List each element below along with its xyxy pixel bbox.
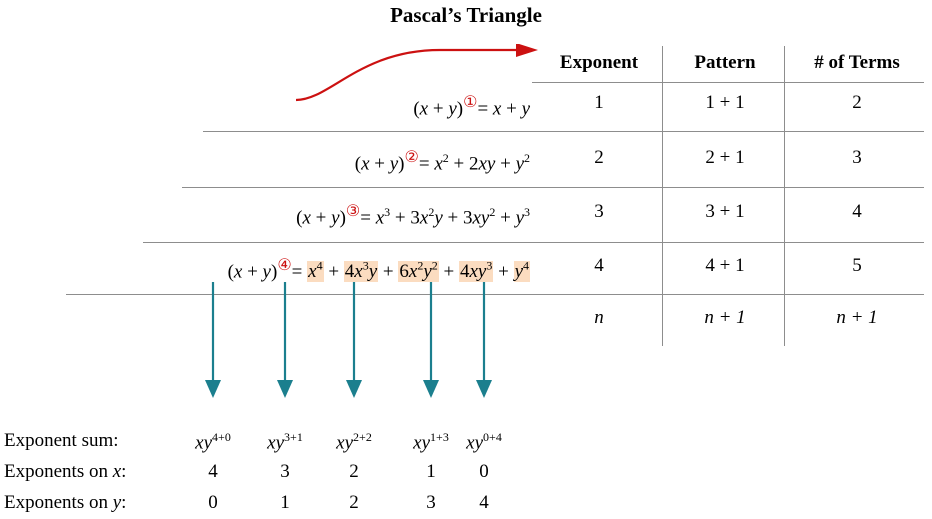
term-arrow-icon-3 xyxy=(343,282,365,400)
exponent-sum-4: $xy^{1+3}$ xyxy=(413,430,449,454)
cell-exponent-n: n xyxy=(594,307,604,328)
exponent-x-1: 4 xyxy=(208,461,218,482)
exponent-sum-2: $xy^{3+1}$ xyxy=(267,430,303,454)
exponent-y-2: 1 xyxy=(280,492,290,513)
cell-exponent-3: 3 xyxy=(594,201,604,222)
circled-exponent-1: ① xyxy=(463,94,478,111)
figure-title: Pascal’s Triangle xyxy=(390,3,542,27)
cell-exponent-2: 2 xyxy=(594,147,604,168)
exponent-sum-3: $xy^{2+2}$ xyxy=(336,430,372,454)
label-exponent-sum: Exponent sum: xyxy=(4,430,119,451)
term-highlight-2: $4x^3y$ xyxy=(344,259,378,283)
term-arrow-icon-4 xyxy=(420,282,442,400)
vertical-divider-2 xyxy=(784,46,785,346)
cell-terms-4: 5 xyxy=(852,255,862,276)
cell-pattern-2: 2 + 1 xyxy=(705,147,745,168)
exponent-y-5: 4 xyxy=(479,492,489,513)
term-arrow-icon-2 xyxy=(274,282,296,400)
column-header-terms: # of Terms xyxy=(814,52,900,73)
cell-terms-1: 2 xyxy=(852,92,862,113)
exponent-x-4: 1 xyxy=(426,461,436,482)
label-exponents-on-x: Exponents on x: xyxy=(4,461,127,482)
cell-terms-2: 3 xyxy=(852,147,862,168)
circled-exponent-3: ③ xyxy=(345,203,361,220)
cell-terms-n: n + 1 xyxy=(836,307,878,328)
term-highlight-3: $6x^2y^2$ xyxy=(399,259,438,283)
cell-pattern-4: 4 + 1 xyxy=(705,255,745,276)
term-arrow-icon-5 xyxy=(473,282,495,400)
header-underline xyxy=(532,82,924,83)
cell-pattern-3: 3 + 1 xyxy=(705,201,745,222)
cell-exponent-4: 4 xyxy=(594,255,604,276)
exponent-x-2: 3 xyxy=(280,461,290,482)
pascals-triangle-figure: Pascal’s Triangle Exponent Pattern # of Terms (x + y)①= x + y 1 1 + 1 2 $(x + y)^②= x^2 + 2xy + y^2$ 2 2 + 1 3 $(x + y)^③= x^3 + 3x^2y + 3xy^2 + y^3$ 3 3 + 1 4 $(x + y)^④= x^4 + 4x^3y + 6x^2y^2 + 4xy^3 + y^4$ 4 4 + 1 5 n n + 1 n + 1 Exponent sum: Exponents on x: Exponents on y: $xy^{4+0}$ $xy^{3+1}$ $xy^{2+2}$ $xy^{1+3}$ $xy^{0+4}$ 4 3 2 1 0 0 1 2 3 4 xyxy=(0,0,932,519)
term-highlight-4: $4xy^3$ xyxy=(459,259,493,283)
cell-pattern-1: 1 + 1 xyxy=(705,92,745,113)
exponent-y-4: 3 xyxy=(426,492,436,513)
exponent-y-3: 2 xyxy=(349,492,359,513)
exponent-sum-1: $xy^{4+0}$ xyxy=(195,430,231,454)
cell-exponent-1: 1 xyxy=(594,92,604,113)
vertical-divider-1 xyxy=(662,46,663,346)
term-arrow-icon-1 xyxy=(202,282,224,400)
row-divider-2 xyxy=(182,187,924,188)
exponent-sum-5: $xy^{0+4}$ xyxy=(466,430,502,454)
circled-exponent-2: ② xyxy=(404,149,419,166)
term-highlight-5: $y^4$ xyxy=(514,259,529,283)
row-divider-1 xyxy=(203,131,924,132)
column-header-pattern: Pattern xyxy=(694,52,756,73)
column-header-exponent: Exponent xyxy=(559,52,639,73)
label-exponents-on-y: Exponents on y: xyxy=(4,492,127,513)
row-divider-4 xyxy=(66,294,924,295)
term-highlight-1: $x^4$ xyxy=(308,259,323,283)
cell-pattern-n: n + 1 xyxy=(704,307,746,328)
exponent-x-3: 2 xyxy=(349,461,359,482)
cell-terms-3: 4 xyxy=(852,201,862,222)
exponent-y-1: 0 xyxy=(208,492,218,513)
circled-exponent-4: ④ xyxy=(277,257,292,274)
exponent-x-5: 0 xyxy=(479,461,489,482)
row-divider-3 xyxy=(143,242,924,243)
